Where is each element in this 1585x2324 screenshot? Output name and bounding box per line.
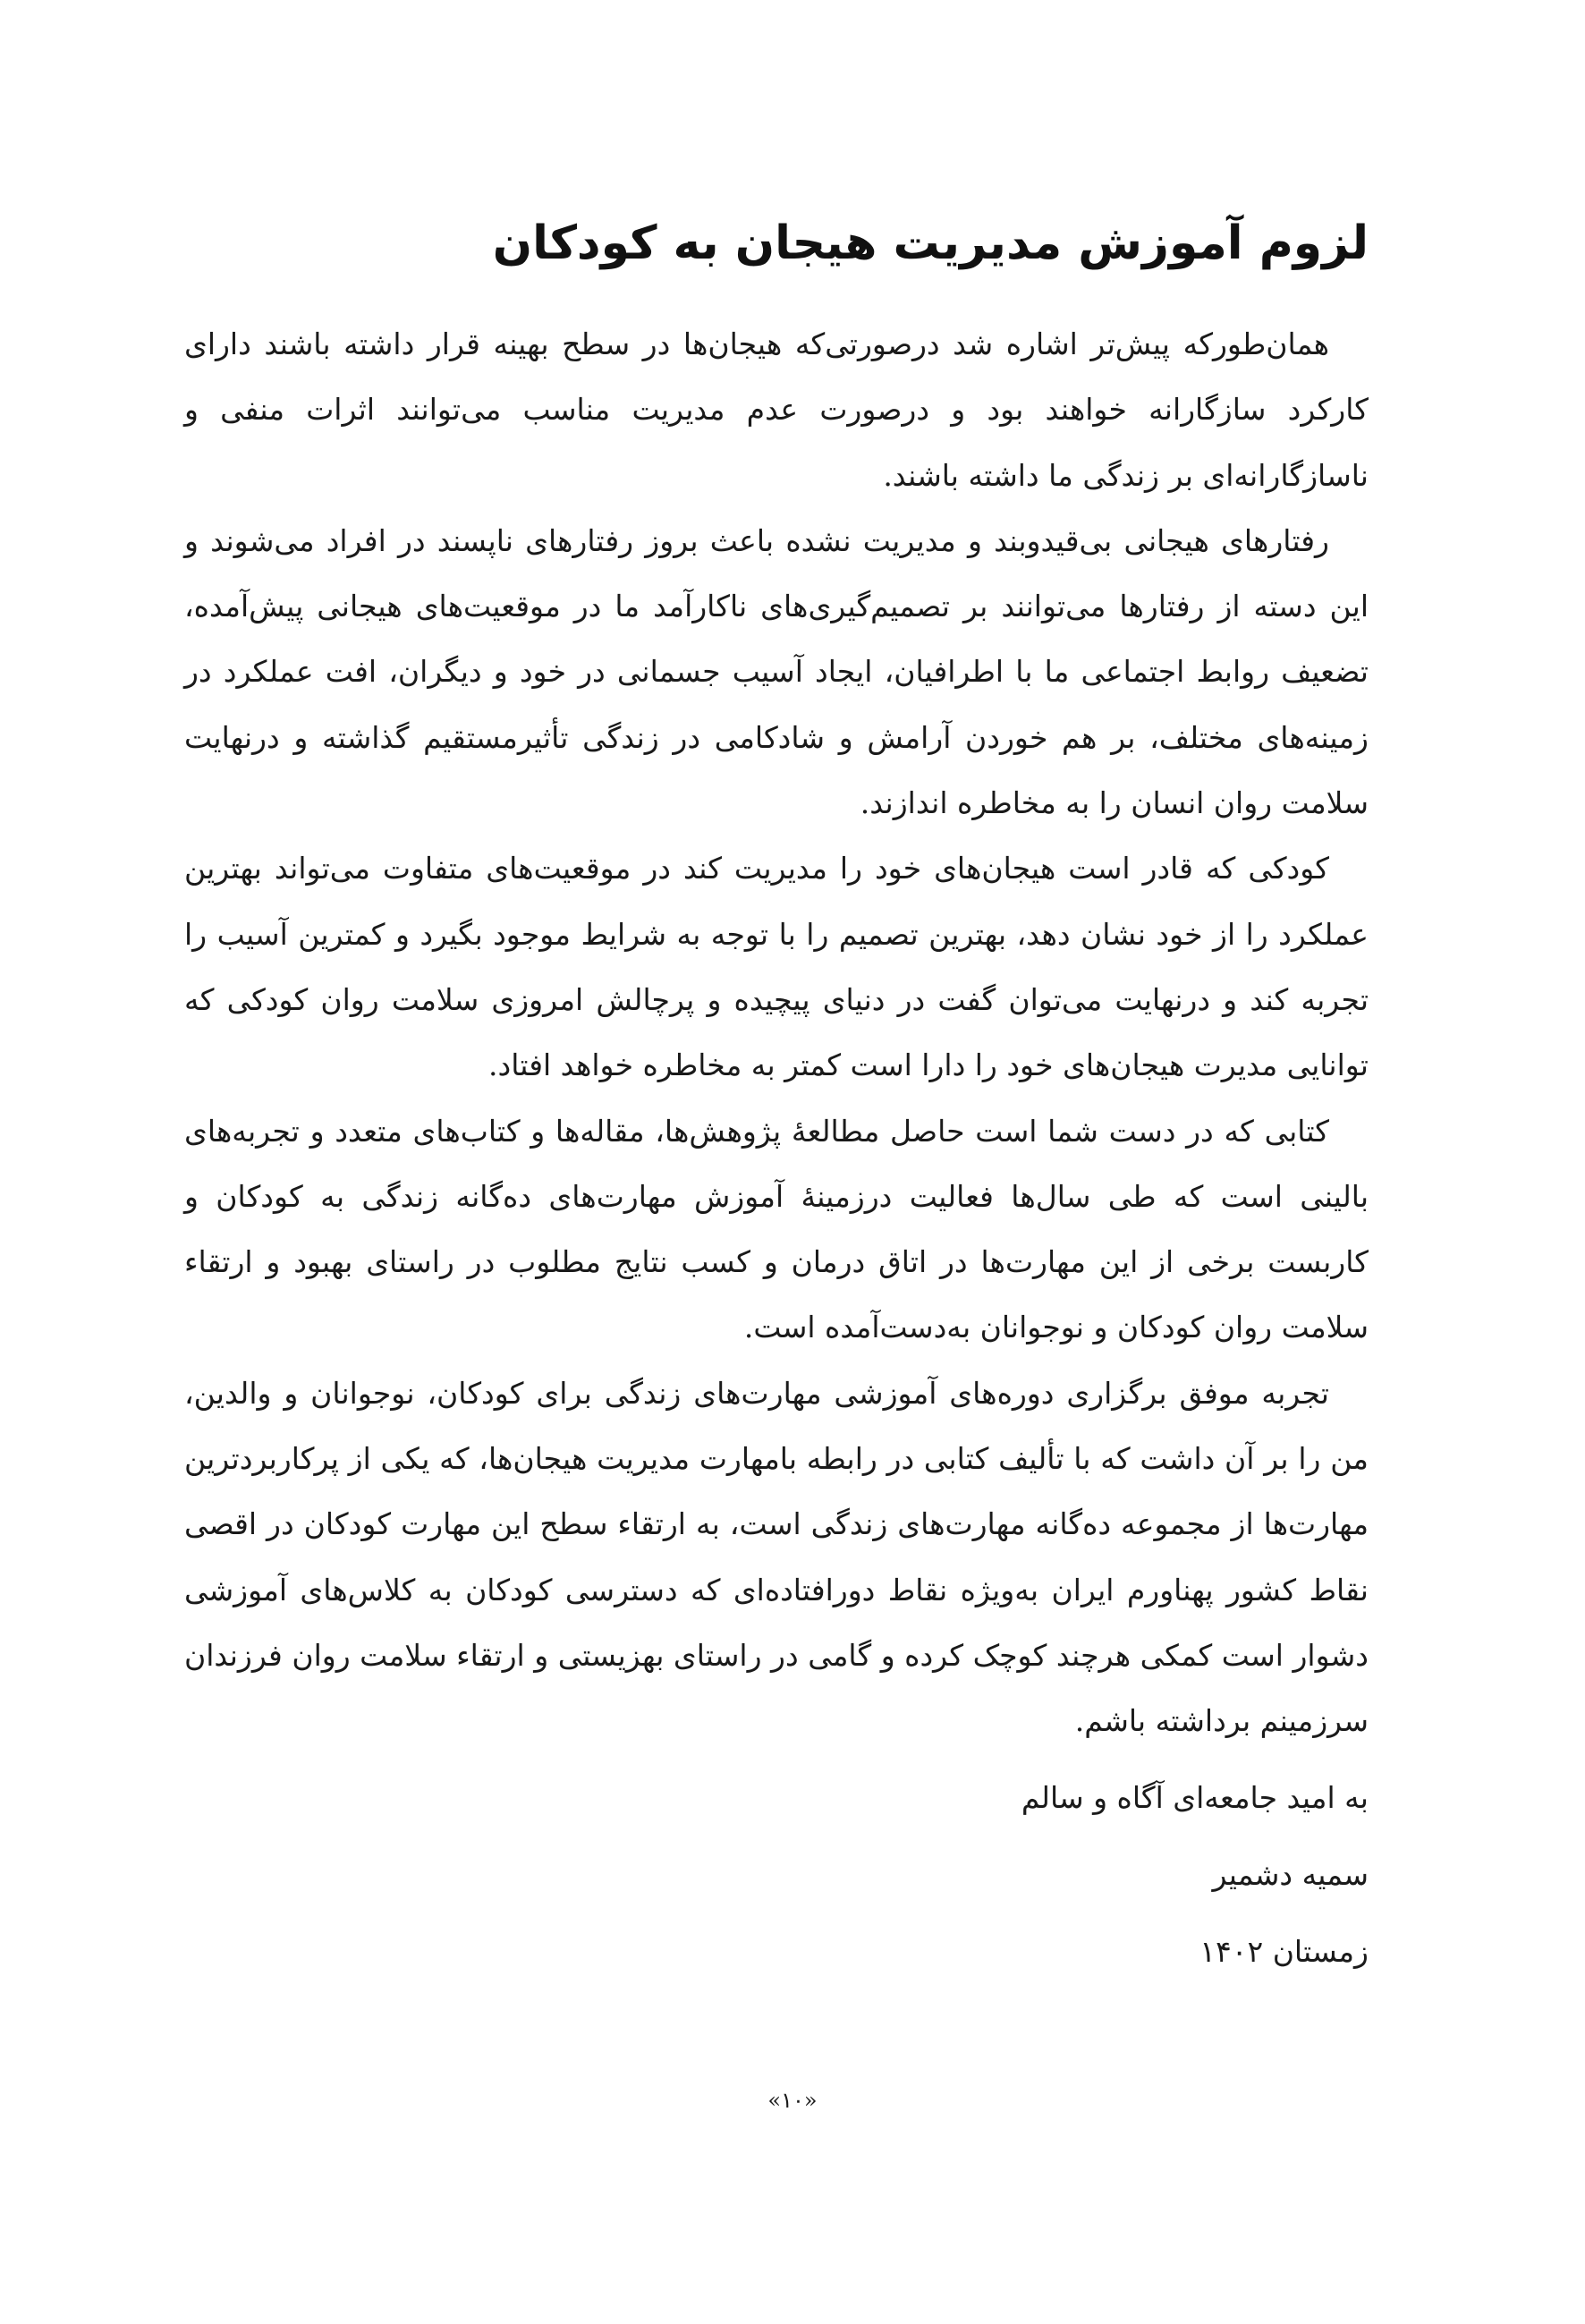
page-number: «۱۰» (767, 2088, 818, 2113)
paragraph-2: رفتارهای هیجانی بی‌قیدوبند و مدیریت نشده باعث بروز رفتارهای ناپسند در افراد می‌شوند و این دسته از رفتارها می‌توانند بر تصمیم‌گیری‌های ناکارآمد ما در موقعیت‌های هیجانی پیش‌آمده، تضعیف روابط اجتماعی ما با اطرافیان، ایجاد آسیب جسمانی در خود و دیگران، افت عملکرد در زمینه‌های مختلف، بر هم خوردن آرامش و شادکامی در زندگی تأثیرمستقیم گذاشته و درنهایت سلامت روان انسان را به مخاطره اندازند. (184, 522, 1369, 821)
text-block (184, 211, 1369, 1990)
closing-wish: به امید جامعه‌ای آگاه و سالم (1021, 1779, 1369, 1815)
paragraph-1: همان‌طورکه پیش‌تر اشاره شد درصورتی‌که هیجان‌ها در سطح بهینه قرار داشته باشند دارای کارکرد سازگارانه خواهند بود و درصورت عدم مدیریت مناسب می‌توانند اثرات منفی و ناسازگارانه‌ای بر زندگی ما داشته باشند. (184, 327, 1369, 493)
paragraph-3: کودکی که قادر است هیجان‌های خود را مدیریت کند در موقعیت‌های متفاوت می‌تواند بهترین عملکرد را از خود نشان دهد، بهترین تصمیم را با توجه به شرایط موجود بگیرد و کمترین آسیب را تجربه کند و درنهایت می‌توان گفت در دنیای پیچیده و پرچالش امروزی سلامت روان کودکی که توانایی مدیرت هیجان‌های خود را دارا است کمتر به مخاطره خواهد افتاد. (184, 851, 1369, 1083)
author-name: سمیه دشمیر (1212, 1856, 1369, 1892)
date-line: زمستان ۱۴۰۲ (1199, 1933, 1369, 1969)
section-heading: لزوم آموزش مدیریت هیجان به کودکان (492, 216, 1369, 270)
paragraph-5: تجربه موفق برگزاری دوره‌های آموزشی مهارت‌های زندگی برای کودکان، نوجوانان و والدین، من را بر آن داشت که با تألیف کتابی در رابطه بامهارت مدیریت هیجان‌ها، که یکی از پرکاربردترین مهارت‌ها از مجموعه ده‌گانه مهارت‌های زندگی است، به ارتقاء سطح این مهارت کودکان در اقصی نقاط کشور پهناورم ایران به‌ویژه نقاط دورافتاده‌ای که دسترسی کودکان به کلاس‌های آموزشی دشوار است کمکی هرچند کوچک کرده و گامی در راستای بهزیستی و ارتقاء سلامت روان فرزندان سرزمینم برداشته باشم. (184, 1375, 1369, 1739)
closing-block (184, 1760, 1369, 1990)
paragraph-4: کتابی که در دست شما است حاصل مطالعۀ پژوهش‌ها، مقاله‌ها و کتاب‌های متعدد و تجربه‌های بالینی است که طی سال‌ها فعالیت درزمینۀ آموزش مهارت‌های ده‌گانه زندگی به کودکان و کاربست برخی از این مهارت‌ها در اتاق درمان و کسب نتایج مطلوب در راستای بهبود و ارتقاء سلامت روان کودکان و نوجوانان به‌دست‌آمده است. (184, 1113, 1369, 1345)
